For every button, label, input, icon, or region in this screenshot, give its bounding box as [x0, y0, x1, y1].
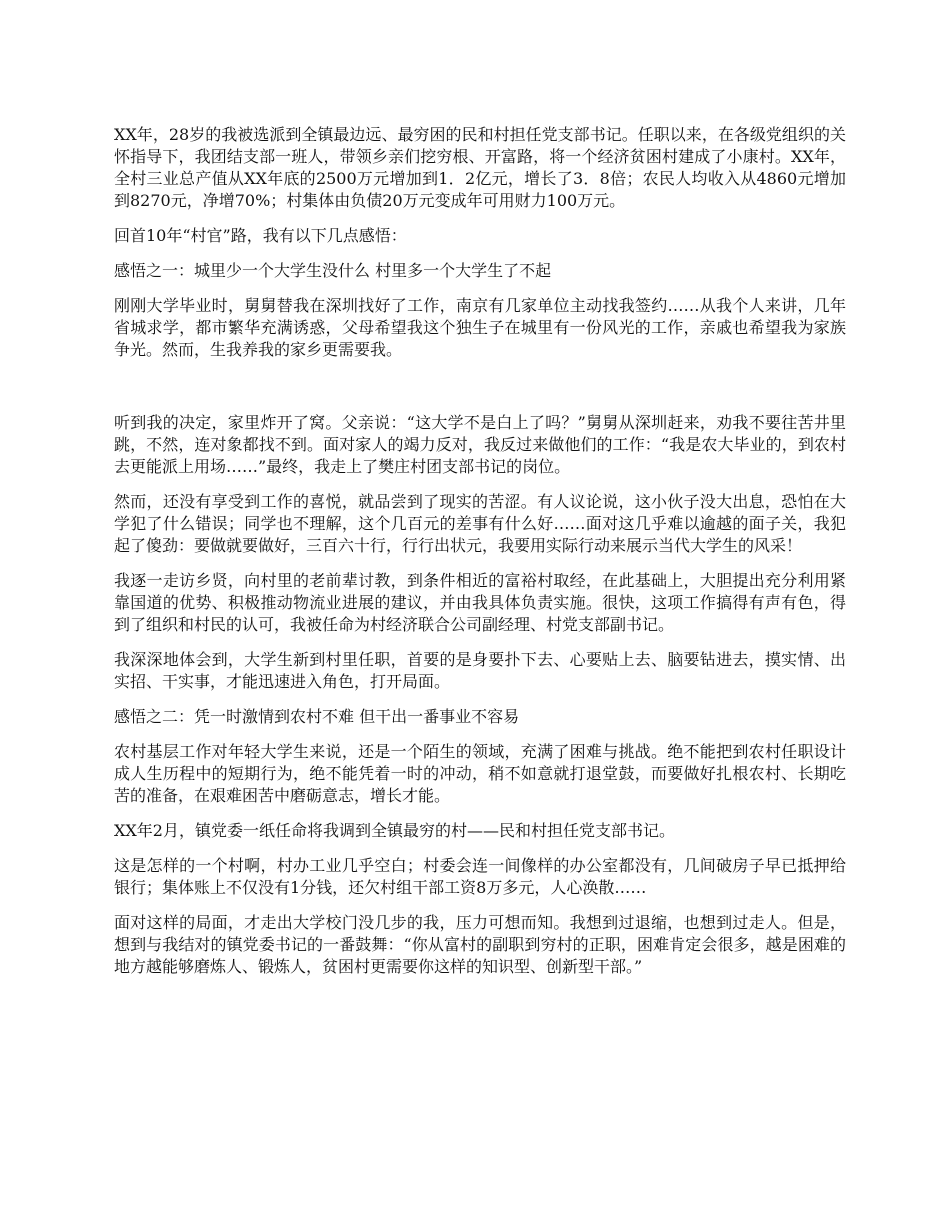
blank-gap — [114, 374, 846, 412]
paragraph-graduation: 刚刚大学毕业时，舅舅替我在深圳找好了工作，南京有几家单位主动找我签约……从我个人来讲，几年省城求学，都市繁华充满诱惑，父母希望我这个独生子在城里有一份风光的工作，亲戚也希望我为家族争光。然而，生我养我的家乡更需要我。 — [114, 296, 846, 359]
paragraph-challenges: 农村基层工作对年轻大学生来说，还是一个陌生的领域，充满了困难与挑战。绝不能把到农村任职设计成人生历程中的短期行为，绝不能凭着一时的冲动，稍不如意就打退堂鼓，而要做好扎根农村、长期吃苦的准备，在艰难困苦中磨砺意志，增长才能。 — [114, 742, 846, 805]
paragraph-visits: 我逐一走访乡贤，向村里的老前辈讨教，到条件相近的富裕村取经，在此基础上，大胆提出充分利用紧靠国道的优势、积极推动物流业进展的建议，并由我具体负责实施。很快，这项工作搞得有声有色，得到了组织和村民的认可，我被任命为村经济联合公司副经理、村党支部副书记。 — [114, 571, 846, 634]
paragraph-village-state: 这是怎样的一个村啊，村办工业几乎空白；村委会连一间像样的办公室都没有，几间破房子早已抵押给银行；集体账上不仅没有1分钱，还欠村组干部工资8万多元，人心涣散…… — [114, 856, 846, 897]
section-heading-1: 感悟之一：城里少一个大学生没什么 村里多一个大学生了不起 — [114, 261, 552, 280]
paragraph-review: 回首10年“村官”路，我有以下几点感悟： — [114, 226, 407, 245]
section-heading-2: 感悟之二：凭一时激情到农村不难 但干出一番事业不容易 — [114, 707, 520, 726]
paragraph-insight: 我深深地体会到，大学生新到村里任职，首要的是身要扑下去、心要贴上去、脑要钻进去，摸实情、出实招、干实事，才能迅速进入角色，打开局面。 — [114, 650, 846, 691]
paragraph-reality: 然而，还没有享受到工作的喜悦，就品尝到了现实的苦涩。有人议论说，这小伙子没大出息，恐怕在大学犯了什么错误；同学也不理解，这个几百元的差事有什么好……面对这几乎难以逾越的面子关，我犯起了傻劲：要做就要做好，三百六十行，行行出状元，我要用实际行动来展示当代大学生的风采！ — [114, 492, 846, 555]
paragraph-family-reaction: 听到我的决定，家里炸开了窝。父亲说：“这大学不是白上了吗？”舅舅从深圳赶来，劝我不要往苦井里跳，不然，连对象都找不到。面对家人的竭力反对，我反过来做他们的工作：“我是农大毕业的，到农村去更能派上用场……”最终，我走上了樊庄村团支部书记的岗位。 — [114, 413, 846, 476]
document-body — [114, 124, 846, 991]
paragraph-appointment: XX年2月，镇党委一纸任命将我调到全镇最穷的村——民和村担任党支部书记。 — [114, 821, 675, 840]
paragraph-pressure: 面对这样的局面，才走出大学校门没几步的我，压力可想而知。我想到过退缩，也想到过走人。但是，想到与我结对的镇党委书记的一番鼓舞：“你从富村的副职到穷村的正职，困难肯定会很多，越是困难的地方越能够磨炼人、锻炼人，贫困村更需要你这样的知识型、创新型干部。” — [114, 913, 846, 976]
paragraph-intro: XX年，28岁的我被选派到全镇最边远、最穷困的民和村担任党支部书记。任职以来，在各级党组织的关怀指导下，我团结支部一班人，带领乡亲们挖穷根、开富路，将一个经济贫困村建成了小康村。XX年，全村三业总产值从XX年底的2500万元增加到1．2亿元，增长了3．8倍；农民人均收入从4860元增加到8270元，净增70%；村集体由负债20万元变成年可用财力100万元。 — [114, 125, 846, 210]
